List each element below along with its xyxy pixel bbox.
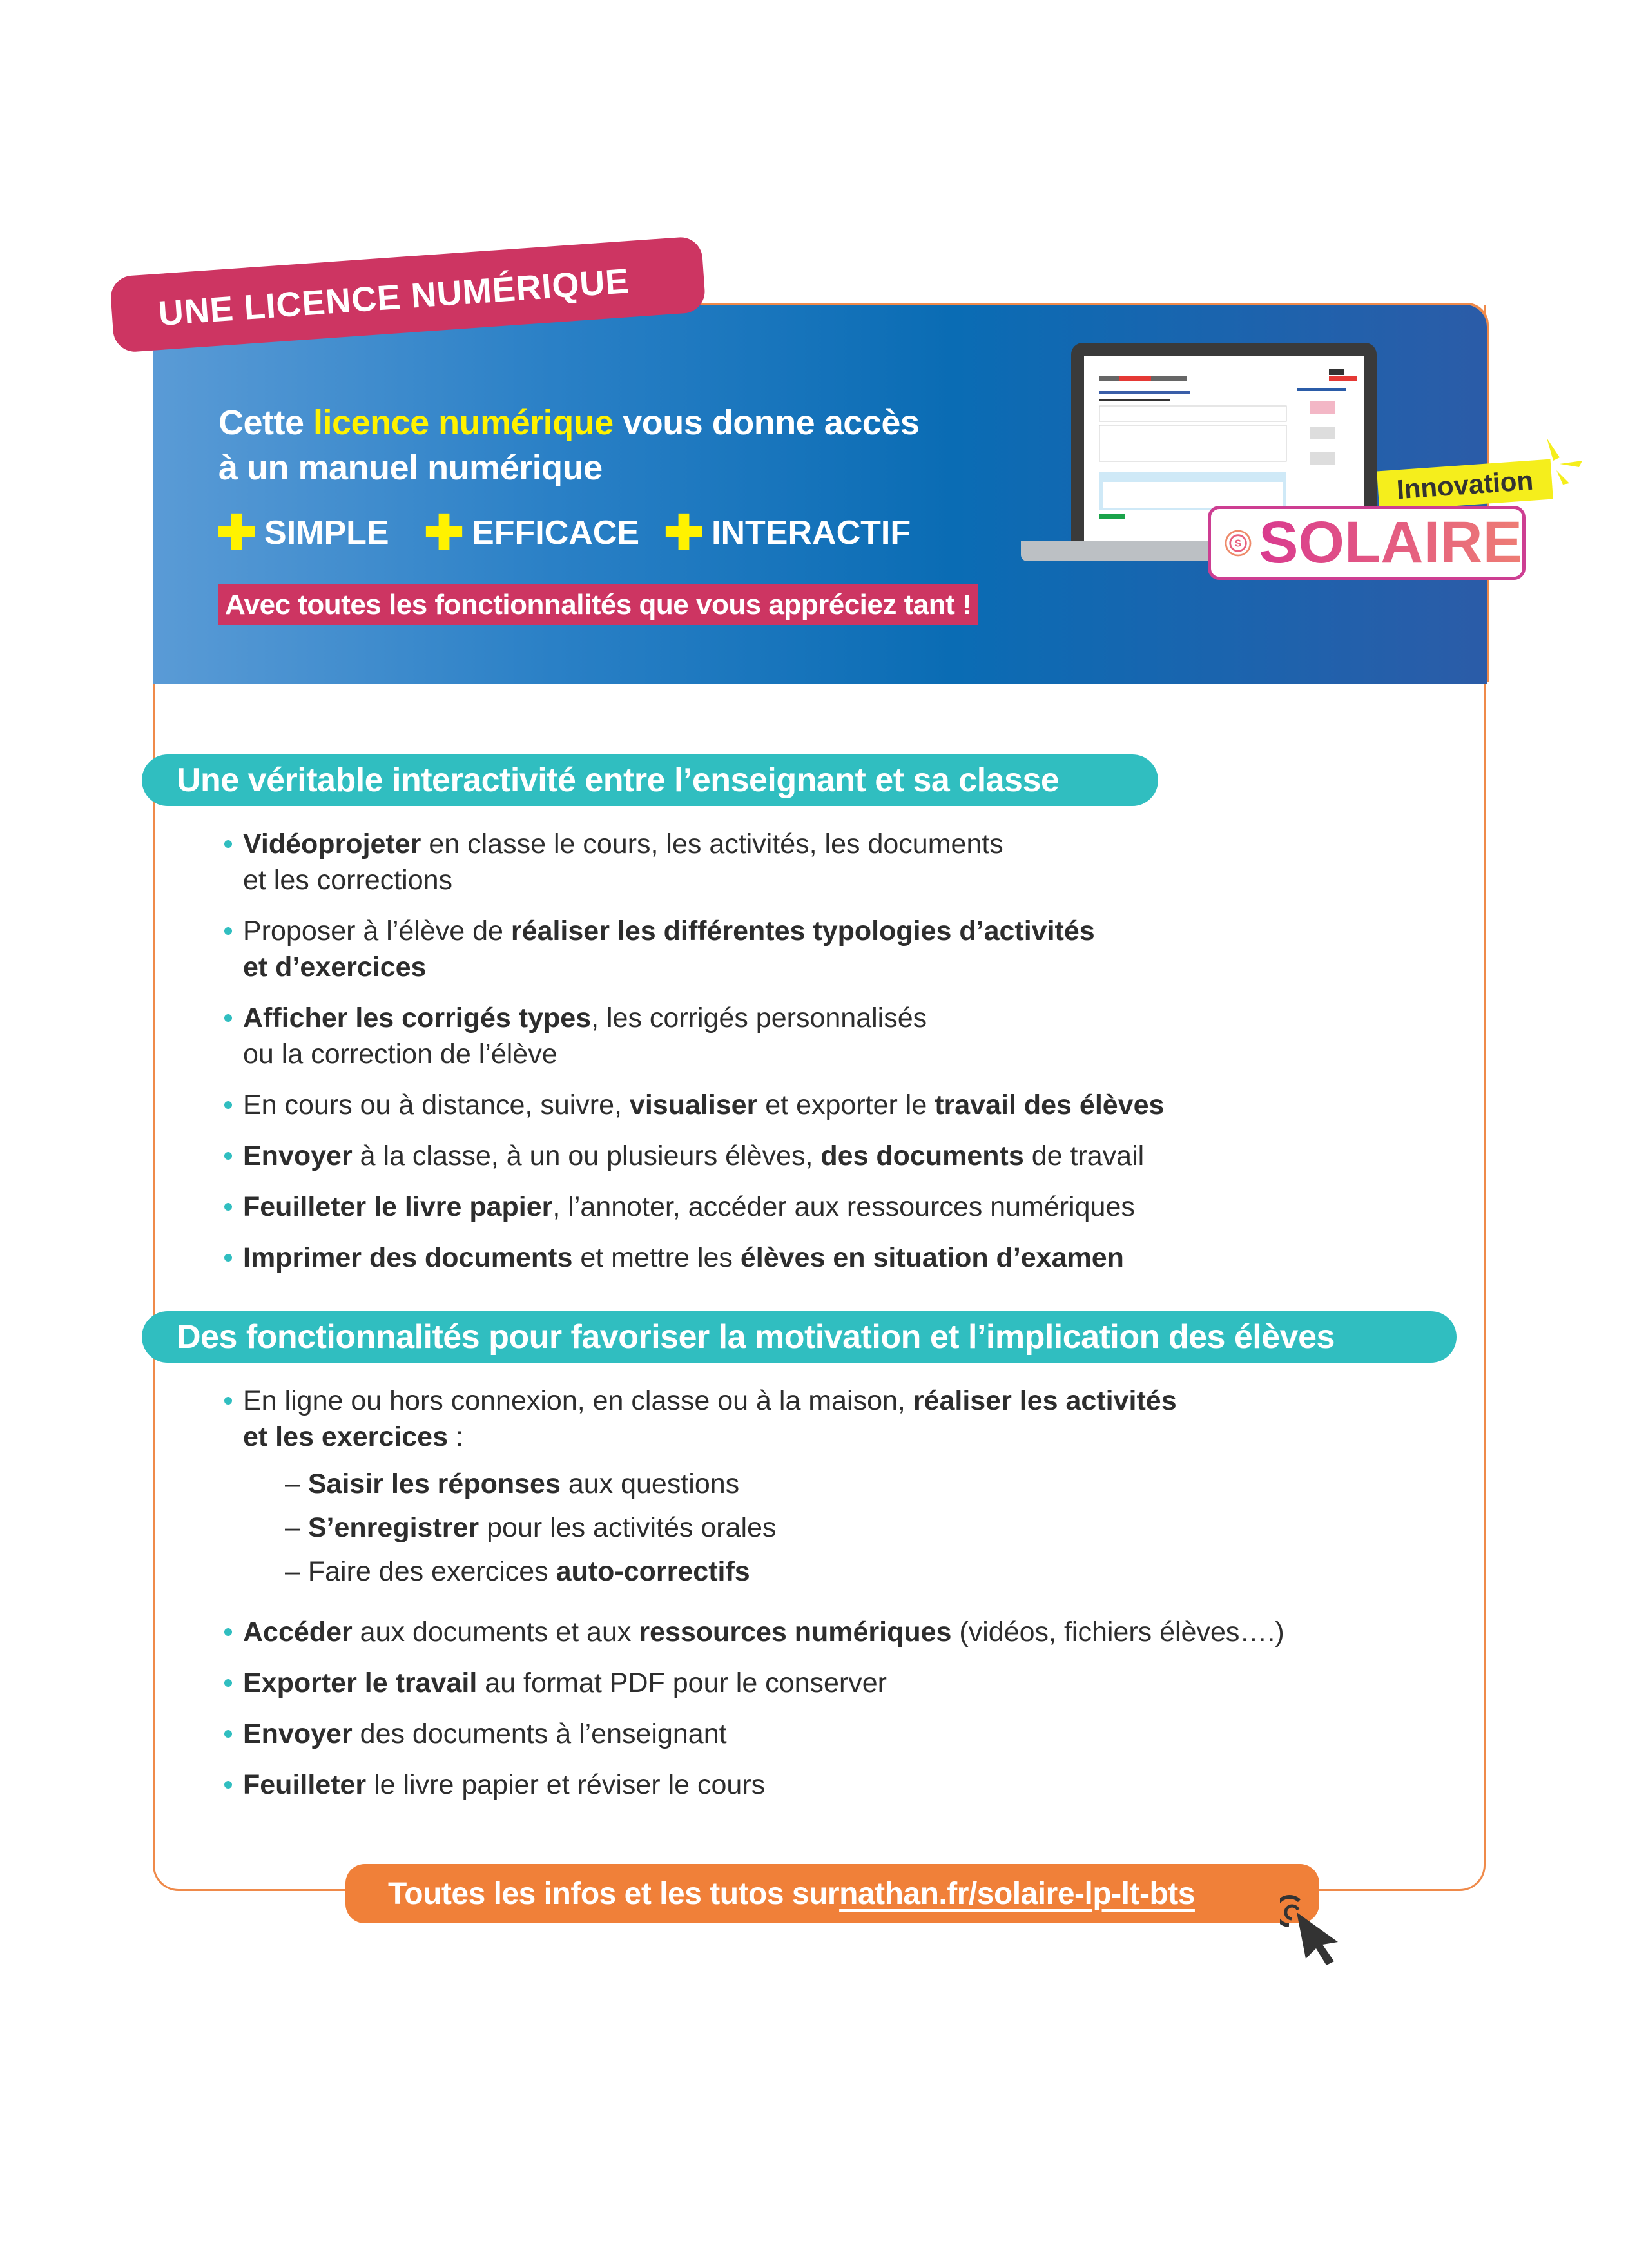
bold-text: travail des élèves [935, 1090, 1165, 1120]
bold-text: Vidéoprojeter [243, 829, 421, 860]
text: , les corrigés personnalisés [591, 1003, 927, 1033]
bold-text: Exporter le travail [243, 1667, 478, 1698]
innovation-badge: Innovation [1377, 459, 1553, 512]
plus-interactif [664, 506, 911, 559]
plus-icon: ✚ [664, 506, 704, 559]
list-item [224, 1383, 1284, 1455]
list-item [224, 1767, 1284, 1803]
headline-line1 [218, 403, 919, 443]
bold-text: réaliser les activités [913, 1385, 1177, 1416]
bold-text: des documents [820, 1140, 1024, 1171]
text: – [285, 1468, 308, 1499]
tagline: Avec toutes les fonctionnalités que vous appréciez tant ! [218, 584, 978, 625]
plus-efficace [424, 506, 640, 559]
bold-text: Feuilleter le livre papier [243, 1191, 553, 1222]
bold-text: Afficher les corrigés types [243, 1003, 592, 1033]
bold-text: Feuilleter [243, 1769, 367, 1800]
text: des documents à l’enseignant [352, 1718, 727, 1749]
info-banner [345, 1864, 1319, 1923]
text: , l’annoter, accéder aux ressources numériques [552, 1191, 1135, 1222]
list-item [224, 1665, 1284, 1701]
headline-highlight: licence numérique [313, 403, 614, 442]
bold-text: Saisir les réponses [307, 1468, 561, 1499]
list-item [224, 1087, 1164, 1123]
plus-label: INTERACTIF [712, 514, 911, 552]
text: au format PDF pour le conserver [477, 1667, 887, 1698]
headline-text: Cette [218, 403, 314, 442]
section1-list [224, 826, 1164, 1291]
plus-simple [217, 506, 389, 559]
text: pour les activités orales [479, 1512, 777, 1543]
plus-label: EFFICACE [472, 514, 640, 552]
solaire-wordmark: SOLAIRE [1259, 510, 1522, 575]
text: Proposer à l’élève de [243, 916, 511, 947]
bold-text: Envoyer [243, 1718, 353, 1749]
bold-text: Envoyer [243, 1140, 353, 1171]
list-item [224, 1000, 1164, 1072]
plus-label: SIMPLE [264, 514, 389, 552]
solaire-logo [1208, 506, 1526, 580]
bold-text: auto-correctifs [556, 1556, 750, 1587]
svg-text:S: S [1234, 538, 1242, 550]
text: le livre papier et réviser le cours [366, 1769, 766, 1800]
info-link[interactable]: nathan.fr/solaire-lp-lt-bts [839, 1876, 1195, 1911]
text: de travail [1023, 1140, 1145, 1171]
text: : [448, 1421, 463, 1452]
sub-list-item [224, 1550, 1284, 1593]
text: – Faire des exercices [285, 1556, 556, 1587]
text: aux documents et aux [352, 1617, 639, 1648]
text: et mettre les [572, 1242, 741, 1273]
plus-icon: ✚ [217, 506, 257, 559]
bold-text: Imprimer des documents [243, 1242, 573, 1273]
text: – [285, 1512, 308, 1543]
list-item [224, 1189, 1164, 1225]
bold-text: S’enregistrer [307, 1512, 479, 1543]
list-item [224, 1240, 1164, 1276]
list-item [224, 913, 1164, 985]
list-item [224, 826, 1164, 898]
bold-text: et d’exercices [243, 952, 427, 983]
list-item [224, 1138, 1164, 1174]
section2-list [224, 1383, 1284, 1818]
plus-icon: ✚ [424, 506, 465, 559]
list-item [224, 1716, 1284, 1752]
headline-line2: à un manuel numérique [218, 448, 603, 487]
solaire-emblem-icon [1223, 515, 1254, 571]
headline-text: vous donne accès [613, 403, 920, 442]
bold-text: visualiser [629, 1090, 758, 1120]
text: à la classe, à un ou plusieurs élèves, [352, 1140, 821, 1171]
bold-text: Accéder [243, 1617, 353, 1648]
info-text: Toutes les infos et les tutos sur [388, 1876, 840, 1911]
bold-text: réaliser les différentes typologies d’activités [510, 916, 1095, 947]
bold-text: et les exercices [243, 1421, 448, 1452]
text: et les corrections [243, 865, 453, 896]
sub-list-item [224, 1506, 1284, 1550]
section2-title: Des fonctionnalités pour favoriser la motivation et l’implication des élèves [142, 1311, 1457, 1363]
text: aux questions [560, 1468, 740, 1499]
text: En ligne ou hors connexion, en classe ou à la maison, [243, 1385, 913, 1416]
text: ou la correction de l’élève [243, 1039, 557, 1070]
sub-list-item [224, 1462, 1284, 1506]
section1-title: Une véritable interactivité entre l’enseignant et sa classe [142, 754, 1158, 806]
text: et exporter le [757, 1090, 935, 1120]
cursor-click-icon [1280, 1894, 1351, 1965]
text: (vidéos, fichiers élèves….) [951, 1617, 1284, 1648]
text: en classe le cours, les activités, les documents [421, 829, 1003, 860]
ribbon-label: UNE LICENCE NUMÉRIQUE [157, 262, 631, 334]
list-item [224, 1614, 1284, 1650]
bold-text: élèves en situation d’examen [740, 1242, 1124, 1273]
bold-text: ressources numériques [639, 1617, 952, 1648]
text: En cours ou à distance, suivre, [243, 1090, 630, 1120]
